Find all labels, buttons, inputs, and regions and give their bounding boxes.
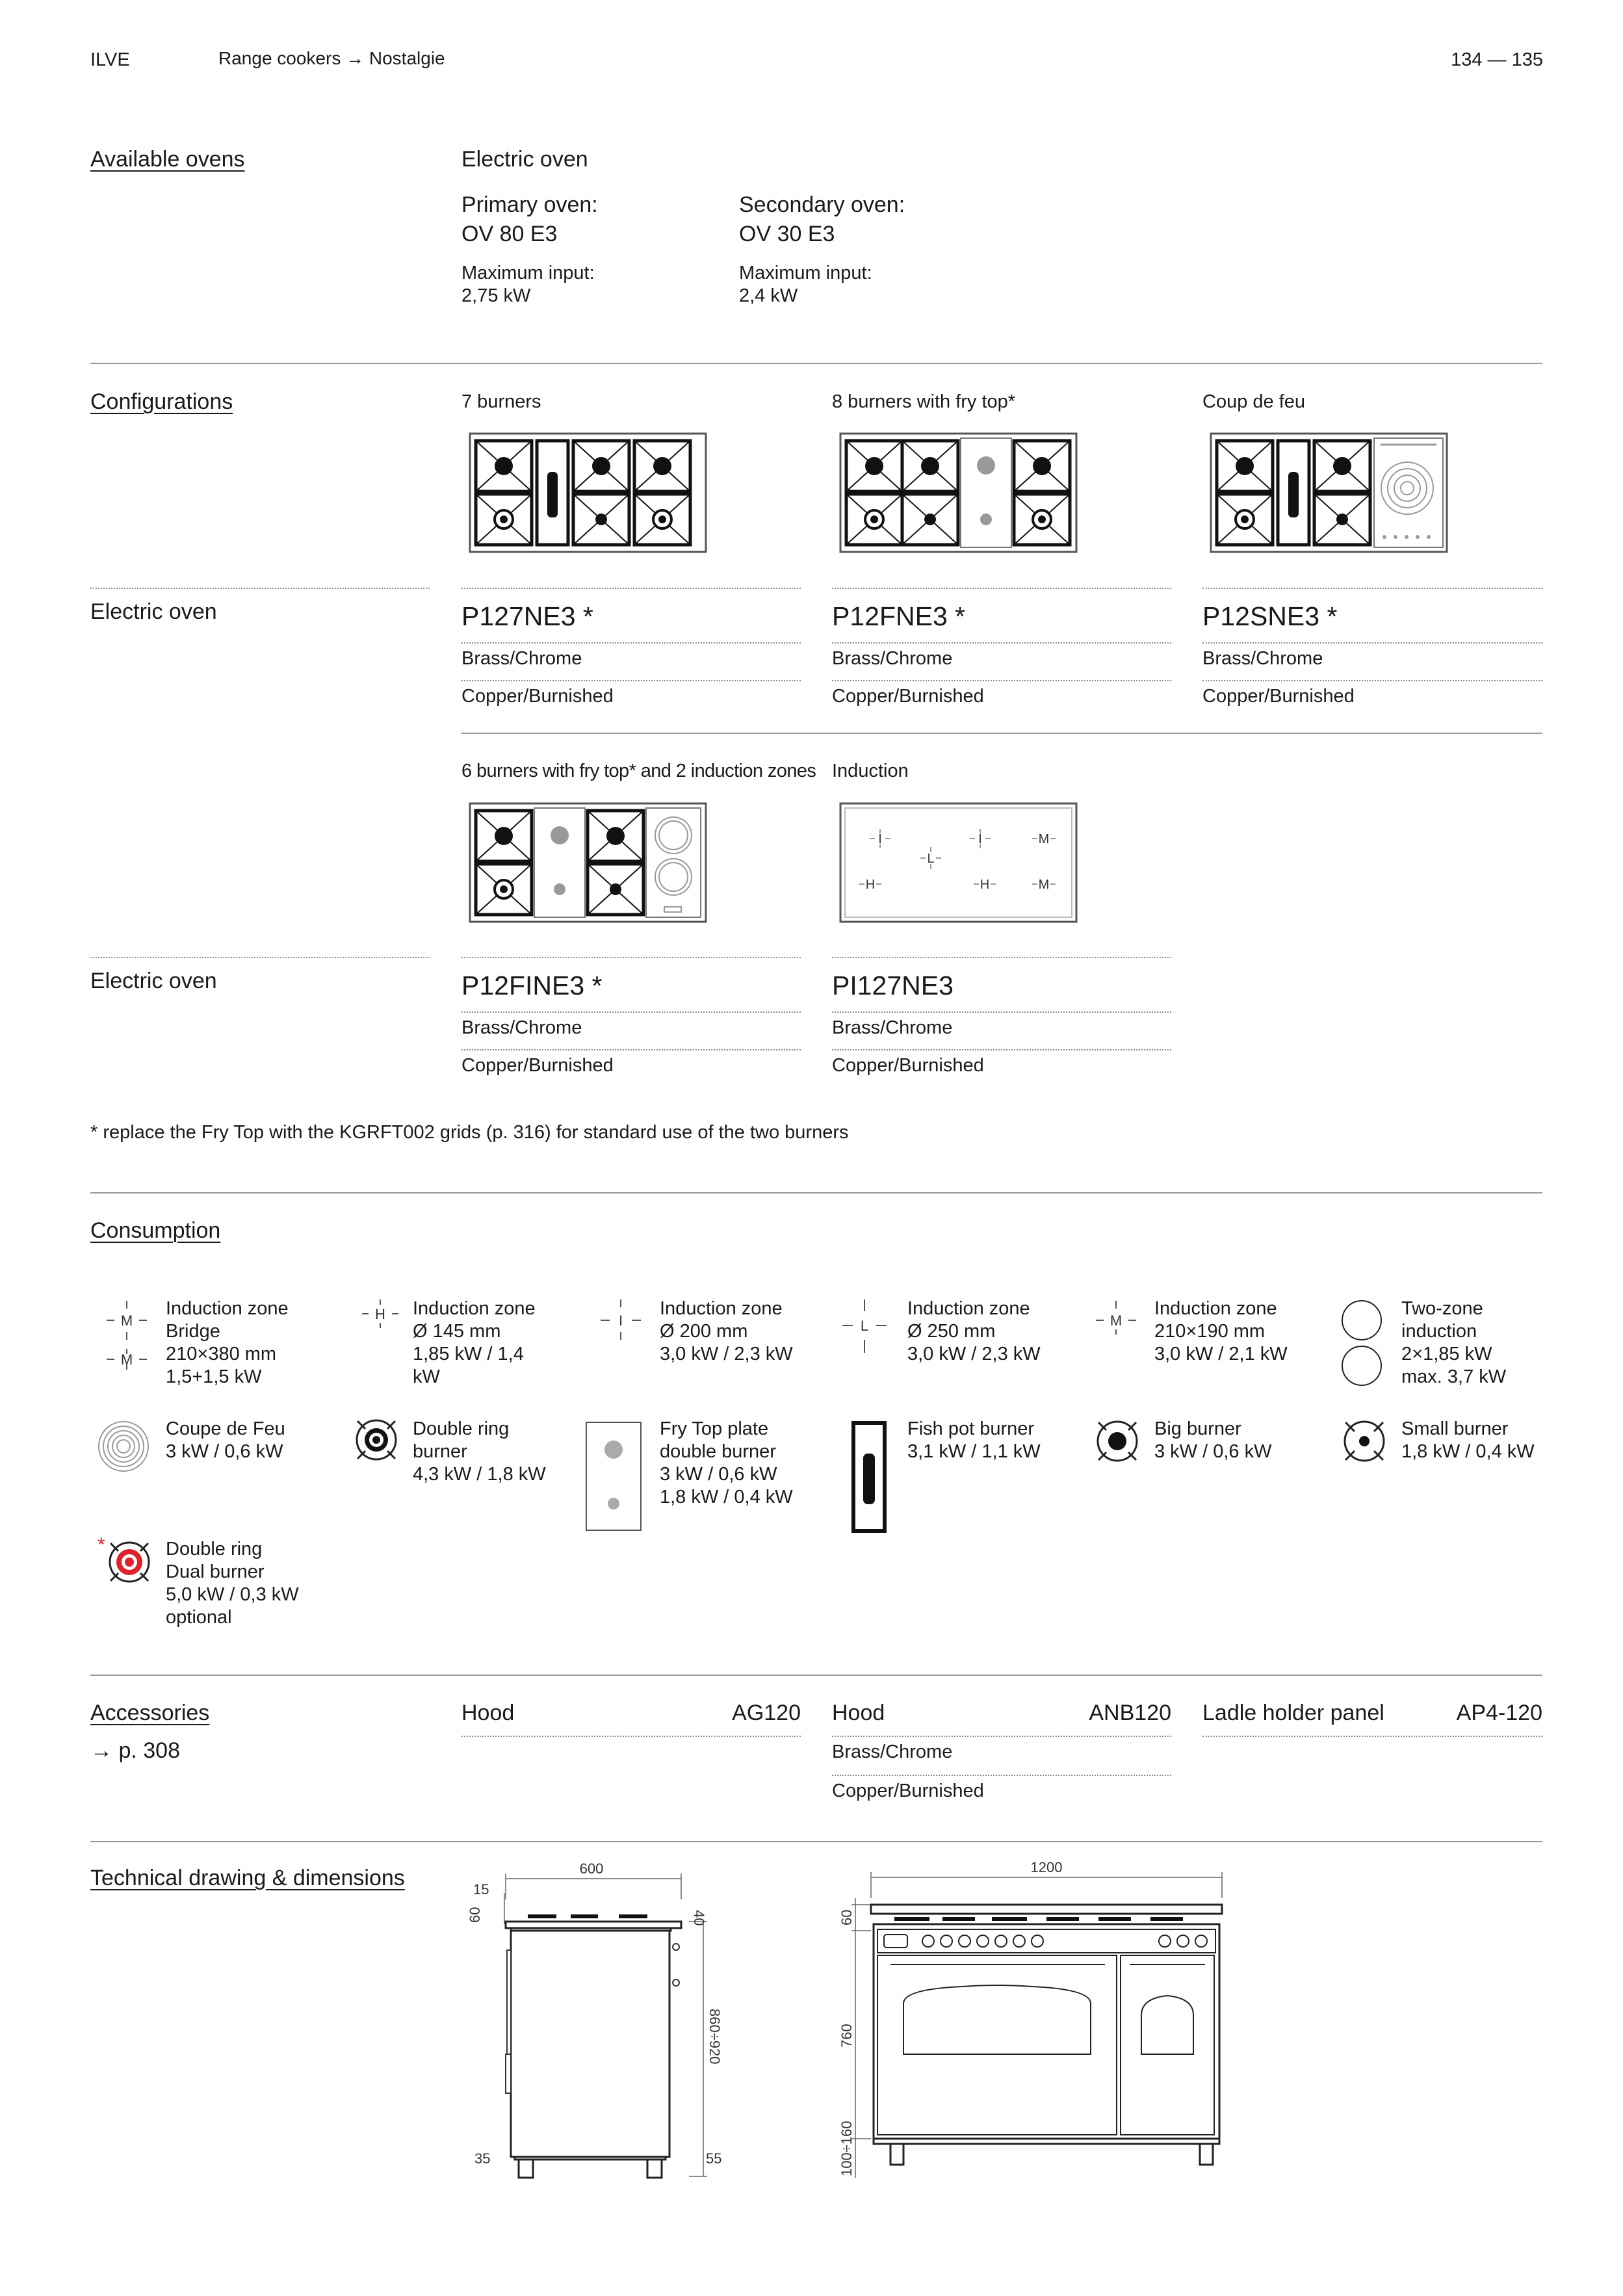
consumption-heading: Consumption — [90, 1218, 221, 1243]
divider — [832, 1736, 1171, 1737]
config-title-induction: Induction — [832, 761, 909, 781]
oven-type: Electric oven — [461, 147, 588, 172]
primary-oven-input-label: Maximum input: — [461, 263, 595, 283]
dual-burner-icon — [108, 1541, 151, 1584]
row1-oven-label: Electric oven — [90, 599, 217, 624]
section-divider — [90, 363, 1542, 364]
finish-brass-chrome: Brass/Chrome — [1202, 648, 1323, 669]
primary-oven-model: OV 80 E3 — [461, 222, 558, 246]
divider — [1202, 588, 1542, 589]
consumption-item: Double ring Dual burner 5,0 kW / 0,3 kW optional — [166, 1539, 299, 1628]
svg-text:100÷160: 100÷160 — [838, 2120, 855, 2176]
model-p12fine3: P12FINE3 * — [461, 971, 603, 1000]
svg-text:I: I — [978, 832, 982, 846]
divider — [832, 1775, 1171, 1776]
svg-text:H: H — [980, 878, 990, 892]
svg-text:I: I — [878, 832, 882, 846]
config-title-6-burners-induction: 6 burners with fry top* and 2 induction zones — [461, 761, 816, 781]
svg-text:M: M — [1038, 832, 1050, 846]
svg-text:I: I — [618, 1312, 623, 1329]
section-divider — [461, 733, 1542, 734]
svg-text:15: 15 — [473, 1881, 489, 1898]
fish-pot-burner-icon — [851, 1421, 887, 1533]
model-p12sne3: P12SNE3 * — [1202, 601, 1338, 631]
breadcrumb[interactable]: Range cookers → Nostalgie — [218, 48, 445, 68]
two-zone-induction-icon — [1340, 1299, 1383, 1387]
hob-8-burners-fry-top-diagram — [840, 433, 1077, 553]
accessory-hood-code: ANB120 — [1089, 1701, 1171, 1725]
secondary-oven-input-label: Maximum input: — [739, 263, 872, 283]
divider — [832, 642, 1171, 644]
hob-6-burners-induction-diagram — [469, 803, 707, 922]
divider — [1202, 642, 1542, 644]
consumption-item: Double ring burner 4,3 kW / 1,8 kW — [413, 1418, 546, 1485]
consumption-item: Induction zone Bridge 210×380 mm 1,5+1,5 kW — [166, 1298, 289, 1387]
divider — [90, 957, 430, 958]
optional-star: * — [97, 1534, 105, 1556]
svg-text:1200: 1200 — [1030, 1859, 1063, 1875]
side-view-drawing — [468, 1859, 741, 2184]
svg-text:L: L — [860, 1318, 869, 1334]
svg-text:H: H — [375, 1306, 385, 1322]
page-numbers: 134 — 135 — [1451, 49, 1543, 70]
divider — [461, 588, 801, 589]
section-divider — [90, 1192, 1542, 1194]
configurations-heading: Configurations — [90, 389, 233, 414]
svg-text:35: 35 — [474, 2150, 491, 2167]
svg-text:M: M — [120, 1351, 133, 1368]
config-title-8-burners: 8 burners with fry top* — [832, 391, 1016, 412]
consumption-item: Induction zone Ø 250 mm 3,0 kW / 2,3 kW — [907, 1298, 1041, 1364]
accessory-ladle-panel-code: AP4-120 — [1456, 1701, 1542, 1725]
finish-copper-burnished: Copper/Burnished — [832, 686, 984, 707]
secondary-oven-model: OV 30 E3 — [739, 222, 835, 246]
row2-oven-label: Electric oven — [90, 969, 217, 993]
consumption-item: Small burner 1,8 kW / 0,4 kW — [1401, 1418, 1535, 1462]
svg-text:M: M — [1038, 878, 1050, 892]
fry-top-footnote: * replace the Fry Top with the KGRFT002 grids (p. 316) for standard use of the two burners — [90, 1122, 849, 1143]
consumption-item: Big burner 3 kW / 0,6 kW — [1154, 1418, 1272, 1462]
consumption-item: Coupe de Feu 3 kW / 0,6 kW — [166, 1418, 285, 1462]
divider — [832, 680, 1171, 681]
svg-text:40: 40 — [691, 1910, 707, 1926]
brand-name: ILVE — [90, 49, 130, 70]
secondary-oven-label: Secondary oven: — [739, 192, 905, 217]
induction-i-icon — [598, 1297, 643, 1342]
divider — [461, 642, 801, 644]
model-p127ne3: P127NE3 * — [461, 601, 593, 631]
divider — [832, 1011, 1171, 1013]
induction-m-icon — [1093, 1297, 1139, 1336]
divider — [832, 588, 1171, 589]
divider — [461, 1049, 801, 1050]
consumption-item: Fish pot burner 3,1 kW / 1,1 kW — [907, 1418, 1041, 1462]
fry-top-plate-icon — [585, 1421, 642, 1532]
divider — [832, 957, 1171, 958]
technical-drawing-heading: Technical drawing & dimensions — [90, 1866, 405, 1890]
finish-copper-burnished: Copper/Burnished — [461, 686, 614, 707]
primary-oven-input: 2,75 kW — [461, 285, 531, 306]
accessory-hood-code: AG120 — [732, 1701, 801, 1725]
consumption-item: Induction zone Ø 145 mm 1,85 kW / 1,4 kW — [413, 1298, 536, 1387]
config-title-7-burners: 7 burners — [461, 391, 541, 412]
finish-brass-chrome: Brass/Chrome — [832, 1017, 953, 1038]
finish-copper-burnished: Copper/Burnished — [1202, 686, 1355, 707]
model-pi127ne3: PI127NE3 — [832, 971, 954, 1000]
svg-text:M: M — [1110, 1312, 1123, 1329]
svg-text:60: 60 — [467, 1907, 483, 1923]
config-title-coup-de-feu: Coup de feu — [1202, 391, 1306, 412]
consumption-item: Fry Top plate double burner 3 kW / 0,6 kW 1,8 kW / 0,4 kW — [660, 1418, 793, 1507]
hob-induction-diagram — [840, 803, 1077, 922]
accessory-hood-name: Hood — [461, 1701, 515, 1725]
svg-text:860÷920: 860÷920 — [707, 2009, 723, 2065]
model-p12fne3: P12FNE3 * — [832, 601, 966, 631]
section-divider — [90, 1841, 1542, 1842]
big-burner-icon — [1096, 1420, 1139, 1463]
finish-brass-chrome: Brass/Chrome — [832, 1742, 953, 1762]
divider — [1202, 1736, 1542, 1737]
available-ovens-heading: Available ovens — [90, 147, 245, 172]
svg-text:H: H — [865, 878, 876, 892]
consumption-item: Induction zone Ø 200 mm 3,0 kW / 2,3 kW — [660, 1298, 793, 1364]
divider — [1202, 680, 1542, 681]
secondary-oven-input: 2,4 kW — [739, 285, 798, 306]
front-view-drawing — [832, 1859, 1248, 2184]
svg-text:55: 55 — [706, 2150, 722, 2167]
divider — [90, 588, 430, 589]
svg-text:M: M — [120, 1312, 133, 1329]
divider — [461, 957, 801, 958]
consumption-item: Induction zone 210×190 mm 3,0 kW / 2,1 kW — [1154, 1298, 1288, 1364]
svg-text:760: 760 — [838, 2024, 855, 2048]
divider — [832, 1049, 1171, 1050]
divider — [461, 1011, 801, 1013]
accessory-hood-name: Hood — [832, 1701, 885, 1725]
finish-copper-burnished: Copper/Burnished — [832, 1055, 984, 1076]
svg-text:L: L — [927, 852, 935, 866]
hob-7-burners-diagram — [469, 433, 707, 553]
primary-oven-label: Primary oven: — [461, 192, 598, 217]
finish-copper-burnished: Copper/Burnished — [461, 1055, 614, 1076]
finish-copper-burnished: Copper/Burnished — [832, 1781, 984, 1801]
finish-brass-chrome: Brass/Chrome — [461, 1017, 582, 1038]
accessories-heading: Accessories — [90, 1701, 210, 1725]
finish-brass-chrome: Brass/Chrome — [832, 648, 953, 669]
svg-text:600: 600 — [579, 1860, 604, 1877]
small-burner-icon — [1343, 1420, 1386, 1463]
induction-bridge-icon — [104, 1297, 149, 1381]
induction-l-icon — [840, 1297, 889, 1359]
hob-coup-de-feu-diagram — [1210, 433, 1448, 553]
divider — [461, 1736, 801, 1737]
coupe-de-feu-icon — [97, 1420, 149, 1472]
finish-brass-chrome: Brass/Chrome — [461, 648, 582, 669]
double-ring-burner-icon — [355, 1418, 398, 1461]
consumption-item: Two-zone induction 2×1,85 kW max. 3,7 kW — [1401, 1298, 1507, 1387]
accessory-ladle-panel-name: Ladle holder panel — [1202, 1701, 1384, 1725]
induction-h-icon — [361, 1297, 400, 1336]
divider — [461, 680, 801, 681]
accessories-page-link[interactable]: → p. 308 — [90, 1738, 180, 1763]
section-divider — [90, 1675, 1542, 1676]
svg-text:60: 60 — [838, 1909, 855, 1925]
